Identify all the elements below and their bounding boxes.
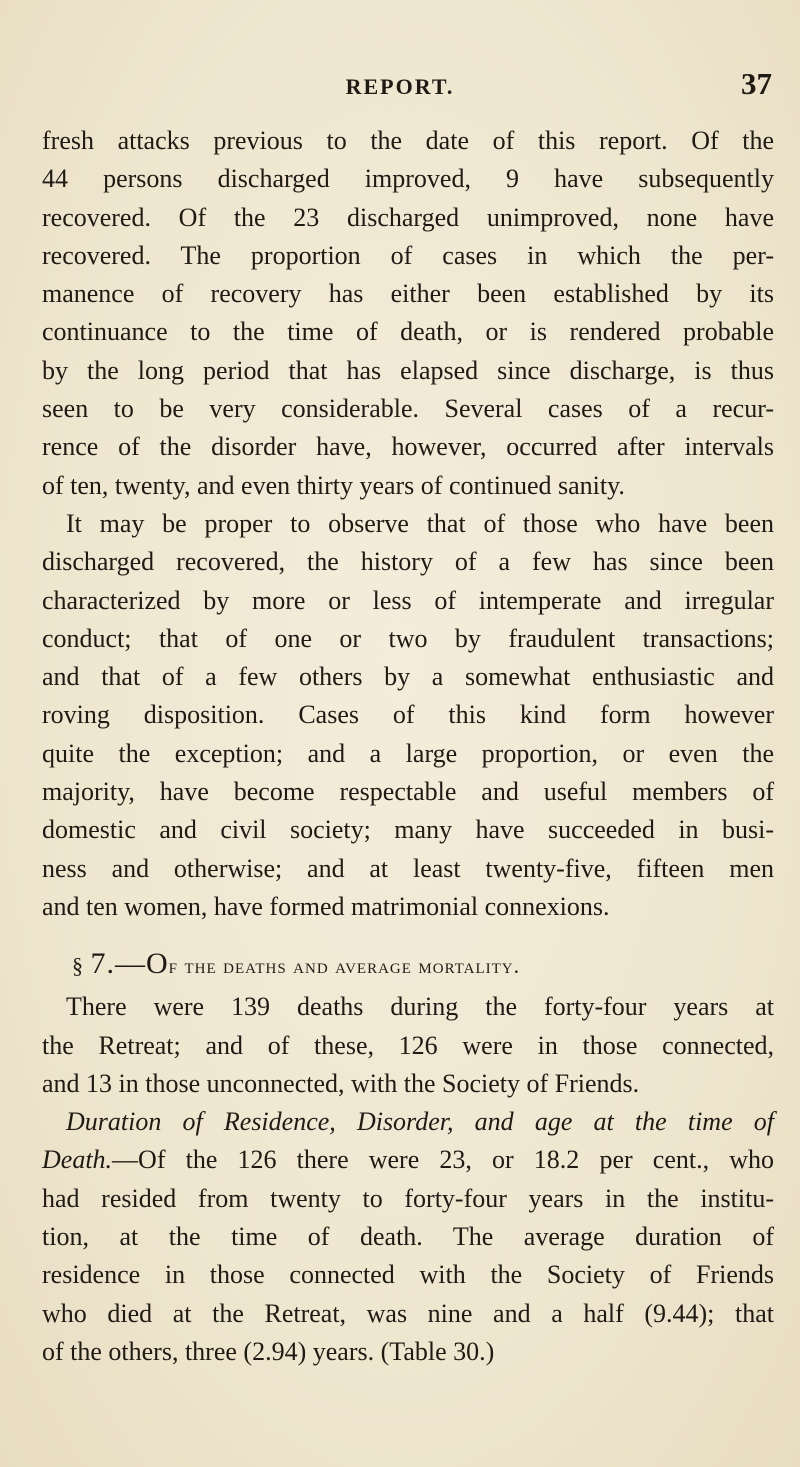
section-symbol: §: [72, 953, 84, 979]
paragraph-discharged-history: [42, 505, 774, 926]
page-number: 37: [741, 66, 772, 101]
text-line: conduct; that of one or two by fraudulent transactions;: [42, 623, 774, 653]
subheading-line: Duration of Residence, Disorder, and age at the time of: [66, 1107, 774, 1137]
text-line: fresh attacks previous to the date of this report. Of the: [42, 126, 774, 155]
paragraph-duration: [42, 1103, 774, 1371]
body-text: [42, 122, 774, 1371]
text-line: domestic and civil society; many have succeeded in busi-: [42, 815, 774, 845]
paragraph-deaths: [42, 988, 774, 1103]
text-run: —Of the 126 there were 23, or 18.2 per cent., who: [112, 1145, 774, 1175]
text-line: There were 139 deaths during the forty-four years at: [66, 992, 774, 1022]
text-line: It may be proper to observe that of those who have been: [66, 508, 774, 538]
text-line: by the long period that has elapsed since discharge, is thus: [42, 355, 774, 385]
text-line: and that of a few others by a somewhat enthusiastic and: [42, 662, 774, 692]
text-line: quite the exception; and a large proportion, or even the: [42, 738, 774, 768]
text-line: roving disposition. Cases of this kind form however: [42, 700, 774, 730]
text-line: who died at the Retreat, was nine and a half (9.44); that: [42, 1298, 774, 1328]
text-line: majority, have become respectable and useful members of: [42, 777, 774, 807]
paragraph-continuation: [42, 122, 774, 505]
text-line: characterized by more or less of intemperate and irregular: [42, 585, 774, 615]
text-line: seen to be very considerable. Several cases of a recur-: [42, 394, 774, 424]
text-line: recovered. The proportion of cases in which the per-: [42, 240, 774, 270]
section-title: f the deaths and average mortality.: [168, 953, 521, 979]
text-line: manence of recovery has either been established by its: [42, 279, 774, 309]
text-line: had resided from twenty to forty-four years in the institu-: [42, 1183, 774, 1213]
section-heading: [42, 938, 774, 988]
section-number: 7.: [90, 947, 115, 981]
section-initial: O: [146, 947, 169, 981]
running-head: REPORT.: [345, 74, 455, 99]
text-line: tion, at the time of death. The average duration of: [42, 1222, 774, 1252]
text-line: 44 persons discharged improved, 9 have subsequently: [42, 164, 774, 194]
subheading-end: Death.: [42, 1145, 113, 1175]
text-line: residence in those connected with the Society of Friends: [42, 1260, 774, 1290]
text-line: of the others, three (2.94) years. (Table 30.): [42, 1336, 495, 1366]
text-line: and ten women, have formed matrimonial connexions.: [42, 891, 610, 921]
text-line: discharged recovered, the history of a few has since been: [42, 547, 774, 577]
text-line: [42, 1141, 774, 1179]
text-line: recovered. Of the 23 discharged unimproved, none have: [42, 202, 774, 232]
page-header: [0, 66, 800, 106]
text-line: the Retreat; and of these, 126 were in those connected,: [42, 1030, 774, 1060]
text-line: ness and otherwise; and at least twenty-five, fifteen men: [42, 853, 774, 883]
text-line: continuance to the time of death, or is rendered probable: [42, 317, 774, 347]
section-dash: —: [115, 947, 146, 981]
text-line: and 13 in those unconnected, with the Society of Friends.: [42, 1068, 640, 1098]
text-line: of ten, twenty, and even thirty years of continued sanity.: [42, 470, 625, 500]
text-line: rence of the disorder have, however, occurred after intervals: [42, 432, 774, 462]
